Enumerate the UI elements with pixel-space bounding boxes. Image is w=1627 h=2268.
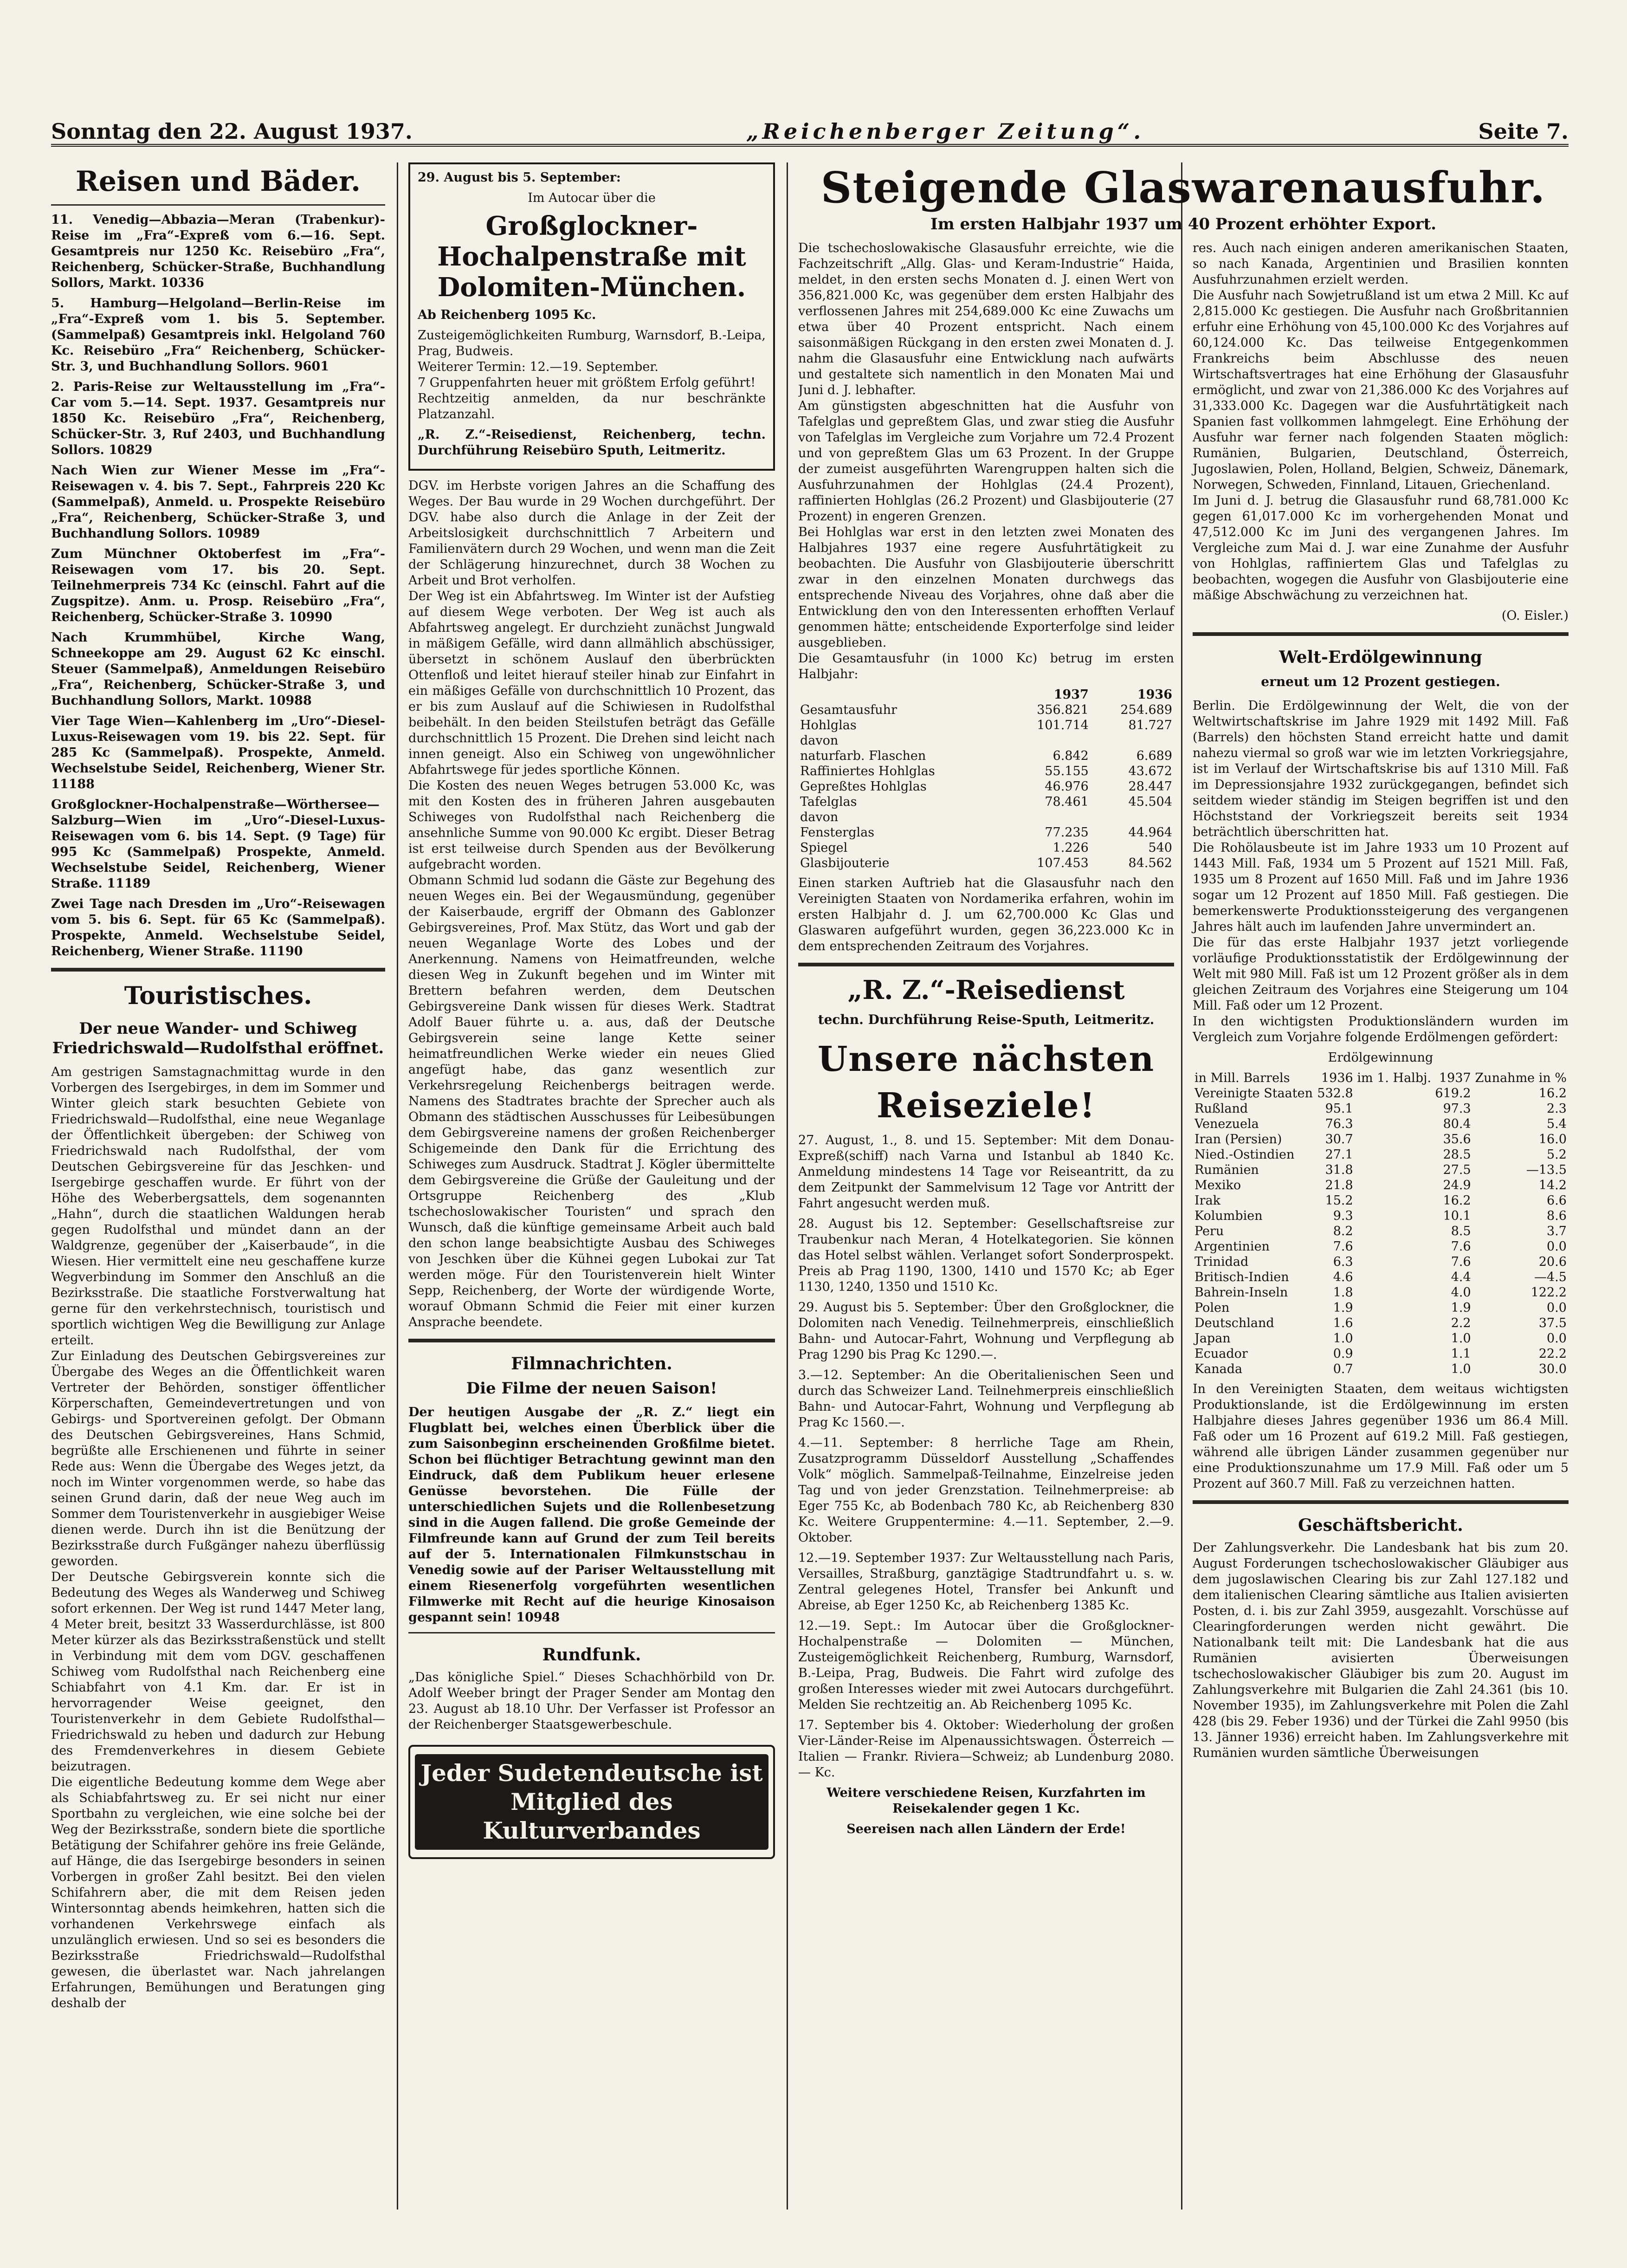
table-cell: 0.9: [1333, 1347, 1353, 1361]
table-cell: davon: [800, 810, 839, 824]
table-cell: 6.842: [1052, 749, 1089, 763]
table-row: [1193, 1193, 1569, 1208]
table-row: [1193, 1208, 1569, 1224]
table-cell: Kolumbien: [1194, 1209, 1263, 1223]
glass-author: (O. Eisler.): [1501, 609, 1569, 623]
ad-footer: „R. Z.“-Reisedienst, Reichenberg, techn. Durchführung Reisebüro Sputh, Leitmeritz.: [418, 428, 766, 458]
table-cell: 10.1: [1443, 1209, 1471, 1223]
column-rule: [397, 162, 398, 2210]
table-cell: 4.0: [1451, 1285, 1471, 1300]
rz-footer-2: Seereisen nach allen Ländern der Erde!: [846, 1822, 1126, 1836]
table-cell: 78.461: [1045, 795, 1089, 809]
rz-trip-item: 17. September bis 4. Oktober: Wiederholung der großen Vier-Länder-Reise im Alpenaussichtswagen. Österreich — Italien — Frankr. Riviera—Schweiz; ab Lundenburg 2080.— Kc.: [798, 1718, 1174, 1780]
table-cell: Peru: [1194, 1224, 1224, 1238]
travel-ad: Zwei Tage nach Dresden im „Uro“-Reisewagen vom 5. bis 6. Sept. für 65 Kc (Sammelpaß). Prospekte, Anmeld. Wechselstube Seidel, Reichenberg, Wiener Straße. 11190: [51, 897, 385, 959]
table-row: [798, 825, 1174, 840]
column-4: [1193, 240, 1569, 1842]
oil-table-caption: Erdölgewinnung: [1328, 1050, 1433, 1065]
table-cell: 7.6: [1333, 1239, 1353, 1254]
spacer-cell: [1355, 1162, 1433, 1178]
oil-text-2: In den Vereinigten Staaten, dem weitaus wichtigsten Produktionslande, ist die Erdölgewinnung im ersten Halbjahre dieses Jahres gegenüber 1936 um 86.4 Mill. Faß oder um 16 Prozent auf 619.2 Mill. Faß gestiegen, während alle übrigen Länder zusammen gegenüber nur eine Produktionszunahme um 17.9 Mill. Faß oder um 5 Prozent auf 360.7 Mill. Faß zu verzeichnen hatten.: [1193, 1382, 1569, 1491]
table-row: [1193, 1361, 1569, 1377]
table-cell: Mexiko: [1194, 1178, 1241, 1192]
tourist-subheading: Der neue Wander- und Schiweg Friedrichswald—Rudolfsthal eröffnet.: [52, 1019, 384, 1057]
radio-text: „Das königliche Spiel.“ Dieses Schachhörbild von Dr. Adolf Weeber bringt der Prager Sender am Montag den 23. August ab 18.10 Uhr. Der Verfasser ist Professor an der Reichenberger Staatsgewerbeschule.: [408, 1670, 775, 1732]
table-cell: 1.6: [1333, 1316, 1353, 1330]
table-cell: Argentinien: [1194, 1239, 1270, 1254]
rz-title: „R. Z.“-Reisedienst: [847, 975, 1125, 1005]
table-cell: 532.8: [1317, 1086, 1353, 1101]
newspaper-page: [51, 107, 1569, 2237]
table-cell: 35.6: [1443, 1132, 1471, 1147]
rz-trip-item: 12.—19. Sept.: Im Autocar über die Großglockner-Hochalpenstraße — Dolomiten — München, Zusteigemöglichkeit Reichenberg, Rumburg, Warnsdorf, B.-Leipa, Prag, Budweis. Die Fahrt wird zufolge des großen Interesses wieder mit zwei Autocars durchgeführt. Melden Sie rechtzeitig an. Ab Reichenberg 1095 Kc.: [798, 1619, 1174, 1712]
table-cell: 44.964: [1128, 825, 1172, 840]
spacer-cell: [1355, 1101, 1433, 1116]
table-cell: [1091, 733, 1174, 748]
table-cell: 30.7: [1325, 1132, 1353, 1147]
table-row: [1193, 1224, 1569, 1239]
divider: [1193, 1500, 1569, 1504]
table-cell: 5.4: [1547, 1117, 1567, 1131]
table-row: [798, 733, 1174, 748]
oil-text: Berlin. Die Erdölgewinnung der Welt, die von der Weltwirtschaftskrise im Jahre 1929 mit 1492 Mill. Faß (Barrels) den höchsten Stand erreicht hatte und damit nahezu viermal so groß war wie im letzten Vorkriegsjahre, ist im Verlauf der Wirtschaftskrise bis auf 1310 Mill. Faß im Depressionsjahre 1932 zurückgegangen, befindet sich seitdem wieder ständig im Steigen begriffen ist und den Höchststand der Vorkriegszeit bereits seit 1934 beträchtlich überschritten hat. Die Rohölausbeute ist im Jahre 1933 um 10 Prozent auf 1443 Mill. Faß, 1934 um 5 Prozent auf 1521 Mill. Faß, 1935 um 8 Prozent auf 1650 Mill. Faß und im Jahre 1936 sogar um 12 Prozent auf 1850 Mill. Faß gestiegen. Die bemerkenswerte Produktionssteigerung des vergangenen Jahres hält auch im laufenden Jahre unvermindert an. Die für das erste Halbjahr 1937 jetzt vorliegende vorläufige Produktionsstatistik der Erdölgewinnung der Welt mit 980 Mill. Faß ist um 12 Prozent größer als in dem gleichen Zeitraum des Vorjahres eine Steigerung um 104 Mill. Faß oder um 12 Prozent. In den wichtigsten Produktionsländern wurden im Vergleich zum Vorjahre folgende Erdölmengen gefördert:: [1193, 699, 1569, 1044]
glass-subheadline: Im ersten Halbjahr 1937 um 40 Prozent erhöhter Export.: [930, 215, 1437, 233]
oil-head-1936: 1936: [1321, 1071, 1353, 1085]
glass-table-header: 1937: [1053, 687, 1089, 702]
table-cell: [1007, 810, 1091, 825]
table-row: [798, 702, 1174, 718]
table-cell: 107.453: [1037, 856, 1089, 870]
travel-ad: Nach Krummhübel, Kirche Wang, Schneekoppe am 29. August 62 Kc einschl. Steuer (Sammelpaß), Anmeldungen Reisebüro „Fra“, Reichenberg, Schücker-Straße 3, und Buchhandlung Sollors, Markt. 10988: [51, 630, 385, 708]
rz-trip-item: 27. August, 1., 8. und 15. September: Mit dem Donau-Expreß(schiff) nach Varna und Istanbul ab 1840 Kc. Anmeldung mindestens 14 Tage vor Reiseantritt, da zu dem Zeitpunkt der Sammelvisum 12 Tage vor Antritt der Fahrt angesucht werden muß.: [798, 1133, 1174, 1211]
table-cell: 0.0: [1547, 1331, 1567, 1346]
table-row: [798, 855, 1174, 871]
tourist-heading: Touristisches.: [124, 982, 312, 1010]
table-cell: 81.727: [1128, 718, 1172, 732]
table-cell: 77.235: [1045, 825, 1089, 840]
rz-subtitle: techn. Durchführung Reise-Sputh, Leitmeritz.: [818, 1012, 1155, 1027]
table-cell: Bahrein-Inseln: [1194, 1285, 1288, 1300]
table-cell: 0.0: [1547, 1239, 1567, 1254]
table-cell: [1091, 810, 1174, 825]
table-cell: Polen: [1194, 1301, 1230, 1315]
table-row: [1193, 1331, 1569, 1346]
table-cell: 101.714: [1037, 718, 1089, 732]
header-date: Sonntag den 22. August 1937.: [51, 119, 413, 144]
kulturverband-banner: [408, 1745, 775, 1859]
table-cell: Venezuela: [1194, 1117, 1259, 1131]
table-cell: 540: [1148, 841, 1172, 855]
table-row: [798, 810, 1174, 825]
table-row: [1193, 1162, 1569, 1178]
table-cell: 122.2: [1530, 1285, 1567, 1300]
table-cell: 1.8: [1333, 1285, 1353, 1300]
table-cell: 45.504: [1128, 795, 1172, 809]
oil-head-change: Zunahme in %: [1475, 1071, 1567, 1085]
table-cell: 30.0: [1538, 1362, 1567, 1376]
table-cell: Raffiniertes Hohlglas: [800, 764, 935, 778]
travel-ad: Nach Wien zur Wiener Messe im „Fra“-Reisewagen v. 4. bis 7. Sept., Fahrpreis 220 Kc (Sammelpaß), Anmeld. u. Prospekte Reisebüro „Fra“, Reichenberg, Schücker-Straße 3, und Buchhandlung Sollors. 10989: [51, 463, 385, 541]
glass-export-table: [798, 687, 1174, 871]
rz-trip-item: 3.—12. September: An die Oberitalienischen Seen und durch das Schweizer Land. Teilnehmerpreis einschließlich Bahn- und Autocar-Fahrt, Wohnung und Verpflegung ab Prag Kc 1560.—.: [798, 1368, 1174, 1430]
table-cell: 2.3: [1547, 1102, 1567, 1116]
table-cell: 97.3: [1443, 1102, 1471, 1116]
table-cell: 37.5: [1538, 1316, 1567, 1330]
table-cell: 1.9: [1451, 1301, 1471, 1315]
table-row: [798, 718, 1174, 733]
ad-price: Ab Reichenberg 1095 Kc.: [418, 308, 596, 322]
table-cell: Irak: [1194, 1193, 1221, 1208]
table-cell: 356.821: [1037, 703, 1089, 717]
table-cell: 46.976: [1045, 779, 1089, 794]
travel-ad: Zum Münchner Oktoberfest im „Fra“-Reisewagen vom 17. bis 20. Sept. Teilnehmerpreis 734 Kc (einschl. Fahrt auf die Zugspitze). Anm. u. Prosp. Reisebüro „Fra“, Reichenberg, Schücker-Straße 3. 10990: [51, 547, 385, 624]
ad-title: Großglockner-Hochalpenstraße mit Dolomiten-München.: [437, 211, 746, 303]
divider: [408, 1632, 775, 1633]
table-row: [1193, 1178, 1569, 1193]
table-cell: Britisch-Indien: [1194, 1270, 1289, 1284]
tourist-article-continued: DGV. im Herbste vorigen Jahres an die Schaffung des Weges. Der Bau wurde in 29 Wochen durchgeführt. Der DGV. habe also durch die Anlage in der Zeit der Arbeitslosigkeit durchschnittlich 7 Arbeitern und Familienvätern durch 29 Wochen, und wenn man die Zeit der Schlägerung hinzurechnet, durch 38 Wochen zu Arbeit und Brot verholfen. Der Weg ist ein Abfahrtsweg. Im Winter ist der Aufstieg auf diesem Wege verboten. Der Weg ist auch als Abfahrtsweg angelegt. Er durchzieht zunächst Jungwald in mäßigem Gefälle, wird dann allmählich abschüssiger, übersetzt in schönem Auslauf den überbrückten Ottenfloß und leitet hierauf steiler hinab zur Einfahrt in ein mäßiges Gefälle von durchschnittlich 10 Prozent, das er bis zum Auslauf auf die Schiwiesen in Rudolfsthal beibehält. In den beiden Steilstufen beträgt das Gefälle durchschnittlich 15 Prozent. Die Drehen sind leicht nach innen geneigt. Also ein Schiweg von ungewöhnlicher Abfahrtswege für jedes sportliche Können. Die Kosten des neuen Weges betrugen 53.000 Kc, was mit den Kosten des in früheren Jahren ausgebauten Schiweges von Rudolfsthal nach Reichenberg die ansehnliche Summe von 90.000 Kc ergibt. Dieser Betrag ist erst teilweise durch Spenden aus der Bevölkerung aufgebracht worden. Obmann Schmid lud sodann die Gäste zur Begehung des neuen Weges ein. Bei der Wegausmündung, gegenüber der Kaiserbaude, ergriff der Obmann des Gablonzer Gebirgsvereines, Prof. Max Stütz, das Wort und gab der neuen Weganlage Worte des Lobes und der Anerkennung. Namens von Heimatfreunden, welche diesen Weg in Zukunft begehen und im Winter mit Brettern befahren werden, dem Deutschen Gebirgsvereine Dank wissen für dieses Werk. Stadtrat Adolf Bauer führte u. a. aus, daß der Deutsche Gebirgsverein seine lange Kette seiner heimatfreundlichen Werke wieder ein neues Glied angefügt habe, das ganz wesentlich zur Verkehrsregelung Reichenbergs beitragen werde. Namens des Stadtrates brachte der Sprecher auch als Obmann des städtischen Ausschusses für Leibesübungen dem Gebirgsvereine namens der großen Reichenberger Schigemeinde den Dank für die Errichtung des Schiweges zum Ausdruck. Stadtrat J. Kögler übermittelte dem Gebirgsvereine die Grüße der Gauleitung und der Ortsgruppe Reichenberg des „Klub tschechoslowakischer Touristen“ und sprach den Wunsch, daß die künftige gemeinsame Arbeit auch bald den schon lange beabsichtigte Ausbau des Schiweges von Jeschken über die Kühnei gegen Lubokai zur Tat werden möge. Für den Touristenverein hielt Winter Sepp, Reichenberg, der Worte der würdigende Worte, worauf Obmann Schmid die Feier mit einer kurzen Ansprache beendete.: [408, 479, 775, 1329]
travel-ad: Vier Tage Wien—Kahlenberg im „Uro“-Diesel-Luxus-Reisewagen vom 19. bis 22. Sept. für 285 Kc (Sammelpaß). Prospekte, Anmeld. Wechselstube Seidel, Reichenberg, Wiener Str. 11188: [51, 714, 385, 791]
glass-text-3: res. Auch nach einigen anderen amerikanischen Staaten, so nach Kanada, Argentinien und Brasilien konnten Ausfuhrzunahmen erzielt werden. Die Ausfuhr nach Sowjetrußland ist um etwa 2 Mill. Kc auf 2,815.000 Kc gestiegen. Die Ausfuhr nach Großbritannien erfuhr eine Erhöhung von 45,100.000 Kc des Vorjahres auf 60,124.000 Kc. Das teilweise Entgegenkommen Frankreichs beim Abschlusse des neuen Wirtschaftsvertrages hat eine Erhöhung der Glasausfuhr ermöglicht, und zwar von 21,386.000 Kc des Vorjahres auf 31,333.000 Kc. Dagegen war die Ausfuhrtätigkeit nach Spanien fast vollkommen lahmgelegt. Eine Erhöhung der Ausfuhr war ferner nach folgenden Staaten möglich: Rumänien, Bulgarien, Deutschland, Österreich, Jugoslawien, Polen, Holland, Belgien, Schweiz, Dänemark, Norwegen, Schweden, Finnland, Litauen, Griechenland. Im Juni d. J. betrug die Glasausfuhr rund 68,781.000 Kc gegen 61,017.000 Kc im vorhergehenden Monat und 47,512.000 Kc im Juni des vergangenen Jahres. Im Vergleiche zum Mai d. J. war eine Zunahme der Ausfuhr von Hohlglas, raffiniertem Glas und Tafelglas zu beobachten, wogegen die Ausfuhr von Glasbijouterie eine mäßige Abschwächung zu verzeichnen hat.: [1193, 241, 1569, 603]
spacer-cell: [1355, 1300, 1433, 1315]
rz-footer-1: Weitere verschiedene Reisen, Kurzfahrten im Reisekalender gegen 1 Kc.: [826, 1786, 1146, 1816]
table-cell: 16.2: [1443, 1193, 1471, 1208]
table-cell: 8.6: [1547, 1209, 1567, 1223]
table-cell: 1.1: [1451, 1347, 1471, 1361]
table-cell: Glasbijouterie: [800, 856, 890, 870]
oil-subheading: erneut um 12 Prozent gestiegen.: [1261, 674, 1500, 689]
divider: [51, 968, 385, 972]
table-cell: 1.0: [1451, 1362, 1471, 1376]
table-row: [1193, 1147, 1569, 1162]
table-cell: Ecuador: [1194, 1347, 1248, 1361]
table-cell: Deutschland: [1194, 1316, 1274, 1330]
oil-table: [1193, 1070, 1569, 1377]
table-cell: Trinidad: [1194, 1255, 1249, 1269]
oil-head-1937: 1937: [1439, 1071, 1471, 1085]
rz-trip-item: 4.—11. September: 8 herrliche Tage am Rhein, Zusatzprogramm Düsseldorf Ausstellung „Schaffendes Volk“ möglich. Sammelpaß-Teilnahme, Einzelreise jeden Tag und von jeder Grenzstation. Teilnehmerpreise: ab Eger 755 Kc, ab Bodenbach 780 Kc, ab Reichenberg 830 Kc. Weitere Gruppentermine: 4.—11. September, 2.—9. Oktober.: [798, 1436, 1174, 1545]
travel-heading: Reisen und Bäder.: [75, 165, 361, 198]
table-cell: 1.9: [1333, 1301, 1353, 1315]
table-cell: —13.5: [1526, 1163, 1567, 1177]
spacer-cell: [1355, 1346, 1433, 1361]
table-cell: 1.0: [1333, 1331, 1353, 1346]
glass-export-section: [798, 162, 1569, 2210]
table-cell: Vereinigte Staaten: [1194, 1086, 1313, 1101]
rz-big-title: Unsere nächsten Reiseziele!: [817, 1039, 1155, 1126]
table-cell: Gesamtausfuhr: [800, 703, 897, 717]
table-cell: 619.2: [1435, 1086, 1471, 1101]
table-cell: 7.6: [1451, 1239, 1471, 1254]
table-cell: 55.155: [1045, 764, 1089, 778]
table-row: [1193, 1285, 1569, 1300]
table-cell: 9.3: [1333, 1209, 1353, 1223]
glass-table-header: [798, 687, 1007, 702]
rz-trip-item: 28. August bis 12. September: Gesellschaftsreise zur Traubenkur nach Meran, 4 Hotelkategorien. Sie können das Hotel selbst wählen. Verlanget sofort Sonderprospekt. Preis ab Prag 1190, 1300, 1410 und 1570 Kc; ab Eger 1130, 1240, 1350 und 1510 Kc.: [798, 1217, 1174, 1294]
rz-trip-item: 12.—19. September 1937: Zur Weltausstellung nach Paris, Versailles, Straßburg, ganztägige Stadtrundfahrt u. s. w. Zentral gelegenes Hotel, Transfer bei Ankunft und Abreise, ab Eger 1250 Kc, ab Reichenberg 1385 Kc.: [798, 1551, 1174, 1613]
table-cell: 2.2: [1451, 1316, 1471, 1330]
table-cell: 15.2: [1325, 1193, 1353, 1208]
divider: [408, 1339, 775, 1342]
travel-ads: [51, 212, 385, 959]
tour-advertisement: [408, 162, 775, 471]
table-row: [1193, 1346, 1569, 1361]
table-cell: 0.7: [1333, 1362, 1353, 1376]
spacer-cell: [1355, 1285, 1433, 1300]
table-cell: 27.1: [1325, 1147, 1353, 1162]
banner-text: Jeder Sudetendeutsche ist Mitglied des Kulturverbandes: [415, 1754, 768, 1850]
spacer-cell: [1355, 1086, 1433, 1101]
table-row: [1193, 1270, 1569, 1285]
header-page: Seite 7.: [1478, 119, 1569, 144]
business-heading: Geschäftsbericht.: [1298, 1516, 1463, 1535]
travel-ad: 11. Venedig—Abbazia—Meran (Trabenkur)-Reise im „Fra“-Expreß vom 6.—16. Sept. Gesamtpreis nur 1250 Kc. Reisebüro „Fra“, Reichenberg, Schücker-Straße, Buchhandlung Sollors, Markt. 10336: [51, 213, 385, 290]
table-cell: 0.0: [1547, 1301, 1567, 1315]
table-cell: 95.1: [1325, 1102, 1353, 1116]
tourist-article: Am gestrigen Samstagnachmittag wurde in den Vorbergen des Isergebirges, in dem im Sommer und Winter gleich stark besuchten Gebiete von Friedrichswald—Rudolfsthal, eine neue Weganlage der Öffentlichkeit übergeben: der Schiweg von Friedrichswald nach Rudolfsthal, der vom Deutschen Gebirgsvereine für das Jeschken- und Isergebirge geschaffen wurde. Er führt von der Höhe des Weberbergsattels, dem sogenannten „Hahn“, durch die staatlichen Waldungen herab gegen Rudolfsthal und mündet dann an der Waldgrenze, gegenüber der „Kaiserbaude“, in die Wiesen. Hier vermittelt eine neu geschaffene kurze Wegverbindung im Sommer den Anschluß an die Bezirksstraße. Die staatliche Forstverwaltung hat gerne für den verkehrstechnisch, touristisch und sportlich wichtigen Weg die Bewilligung zur Anlage erteilt. Zur Einladung des Deutschen Gebirgsvereines zur Übergabe des Weges an die Öffentlichkeit waren Vertreter der Behörden, sonstiger öffentlicher Körperschaften, Gemeindevertretungen und von Gebirgs- und Sportvereinen gefolgt. Der Obmann des Deutschen Gebirgsvereines, Hans Schmid, begrüßte alle Erschienenen und führte in seiner Rede aus: Wenn die Übergabe des Weges jetzt, da noch im Winter vorgenommen werde, so habe das seinen Grund darin, daß der neue Weg auch im Sommer dem Touristenverkehr in ausgiebiger Weise dienen werde. Durch ihn ist die Benützung der Bezirksstraße durch Fußgänger nahezu überflüssig geworden. Der Deutsche Gebirgsverein konnte sich die Bedeutung des Weges als Wanderweg und Schiweg sofort erkennen. Der Weg ist rund 1447 Meter lang, 4 Meter breit, besitzt 33 Wasserdurchlässe, ist 800 Meter kürzer als das Bezirksstraßenstück und stellt in Verbindung mit dem vom DGV. geschaffenen Schiweg vom Rudolfsthal nach Reichenberg eine Schiabfahrt von 4.1 Km. dar. Er ist in hervorragender Weise geeignet, den Touristenverkehr in dem Gebiete Rudolfsthal—Friedrichswald zu heben und dadurch zur Hebung des Fremdenverkehres in diesem Gebiete beizutragen. Die eigentliche Bedeutung komme dem Wege aber als Schiabfahrtsweg zu. Er sei nicht nur einer Sportbahn zu vergleichen, wie eine solche bei der Weg der Bezirksstraße, sondern biete die sportliche Betätigung der Schifahrer gehöre ins freie Gelände, auf Hänge, die das Isergebirge besonders in seinen Vorbergen in großer Zahl besitzt. Bei den vielen Schifahrern aber, die mit dem Reisen jeden Wintersonntag abends heimkehren, hatten sich die vorhandenen Verkehrswege einfach als unzulänglich erwiesen. Und so sei es besonders die Bezirksstraße Friedrichswald—Rudolfsthal gewesen, die überlastet war. Nach jahrelangen Erfahrungen, Bemühungen und Beratungen ging deshalb der: [51, 1065, 385, 2010]
table-cell: Fensterglas: [800, 825, 875, 840]
table-cell: Hohlglas: [800, 718, 857, 732]
table-cell: Tafelglas: [800, 795, 857, 809]
spacer-cell: [1355, 1331, 1433, 1346]
table-cell: Spiegel: [800, 841, 848, 855]
oil-head-mid: im 1. Halbj.: [1357, 1071, 1432, 1085]
spacer-cell: [1355, 1193, 1433, 1208]
table-row: [1193, 1116, 1569, 1132]
table-cell: 14.2: [1538, 1178, 1567, 1192]
table-cell: 28.447: [1128, 779, 1172, 794]
spacer-cell: [1355, 1361, 1433, 1377]
table-cell: 7.6: [1451, 1255, 1471, 1269]
spacer-cell: [1355, 1315, 1433, 1331]
table-row: [1193, 1101, 1569, 1116]
table-cell: 4.6: [1333, 1270, 1353, 1284]
rz-trip-item: 29. August bis 5. September: Über den Großglockner, die Dolomiten nach Venedig. Teilnehmerpreis, einschließlich Bahn- und Autocar-Fahrt, Wohnung und Verpflegung ab Prag 1290 bis Prag Kc 1290.—.: [798, 1300, 1174, 1362]
table-cell: naturfarb. Flaschen: [800, 749, 926, 763]
table-cell: 254.689: [1120, 703, 1172, 717]
table-cell: 22.2: [1538, 1347, 1567, 1361]
spacer-cell: [1355, 1147, 1433, 1162]
business-text: Der Zahlungsverkehr. Die Landesbank hat bis zum 20. August Forderungen tschechoslowakischer Gläubiger aus dem jugoslawischen Clearing bis zur Zahl 127.182 und dem italienischen Clearing sämtliche aus Italien avisierten Posten, d. i. bis zur Zahl 3959, ausgezahlt. Vorschüsse auf Clearingforderungen werden nicht gewährt. Die Nationalbank teilt mit: Die Landesbank hat die aus Rumänien avisierten Überweisungen tschechoslowakischer Gläubiger bis zum 20. August im Zahlungsverkehre mit Bulgarien die Zahl 24.361 (bis 10. November 1935), im Zahlungsverkehre mit Polen die Zahl 428 (bis 29. Feber 1936) und der Türkei die Zahl 9950 (bis 13. Jänner 1936) erreicht haben. Im Zahlungsverkehre mit Rumänien wurden sämtliche Überweisungen: [1193, 1541, 1569, 1760]
spacer-cell: [1355, 1132, 1433, 1147]
table-cell: davon: [800, 733, 839, 748]
rz-trip-list: [798, 1133, 1174, 1781]
table-cell: 27.5: [1443, 1163, 1471, 1177]
table-cell: 4.4: [1451, 1270, 1471, 1284]
table-cell: —4.5: [1534, 1270, 1567, 1284]
table-cell: [1007, 733, 1091, 748]
table-cell: 16.0: [1538, 1132, 1567, 1147]
table-row: [798, 748, 1174, 764]
glass-table-header: 1936: [1137, 687, 1172, 702]
table-cell: 6.6: [1547, 1193, 1567, 1208]
table-cell: 8.5: [1451, 1224, 1471, 1238]
spacer-cell: [1355, 1224, 1433, 1239]
table-row: [798, 840, 1174, 855]
table-cell: 84.562: [1128, 856, 1172, 870]
spacer-cell: [1355, 1254, 1433, 1270]
table-cell: Gepreßtes Hohlglas: [800, 779, 927, 794]
glass-headline: Steigende Glaswarenausfuhr.: [820, 162, 1546, 213]
spacer-cell: [1355, 1208, 1433, 1224]
table-cell: 20.6: [1538, 1255, 1567, 1269]
table-cell: 1.0: [1451, 1331, 1471, 1346]
divider: [798, 963, 1174, 966]
spacer-cell: [1355, 1239, 1433, 1254]
ad-text: Zusteigemöglichkeiten Rumburg, Warnsdorf, B.-Leipa, Prag, Budweis. Weiterer Termin: 12.—19. September. 7 Gruppenfahrten heuer mit größtem Erfolg geführt! Rechtzeitig anmelden, da nur beschränkte Platzanzahl.: [418, 328, 766, 421]
travel-ad: 5. Hamburg—Helgoland—Berlin-Reise im „Fra“-Expreß vom 1. bis 5. September. (Sammelpaß) Gesamtpreis inkl. Helgoland 760 Kc. Reisebüro „Fra“ Reichenberg, Schücker-Str. 3, und Buchhandlung Sollors. 9601: [51, 296, 385, 374]
table-cell: Nied.-Ostindien: [1194, 1147, 1295, 1162]
glass-text-2: Einen starken Auftrieb hat die Glasausfuhr nach den Vereinigten Staaten von Nordamerika erfahren, wohin im ersten Halbjahr d. J. um 62,700.000 Kc Glas und Glaswaren aufgeführt wurden, gegen 36,223.000 Kc in dem entsprechenden Zeitraum des Vorjahres.: [798, 876, 1174, 953]
table-cell: 80.4: [1443, 1117, 1471, 1131]
table-row: [1193, 1300, 1569, 1315]
table-cell: Kanada: [1194, 1362, 1243, 1376]
table-row: [798, 764, 1174, 779]
film-heading: Filmnachrichten.: [511, 1354, 672, 1374]
table-cell: 1.226: [1052, 841, 1089, 855]
column-rule: [787, 162, 788, 2210]
column-1: [51, 162, 385, 2210]
table-cell: Iran (Persien): [1194, 1132, 1282, 1147]
spacer-cell: [1355, 1116, 1433, 1132]
table-row: [798, 779, 1174, 794]
radio-heading: Rundfunk.: [542, 1645, 641, 1665]
table-row: [1193, 1315, 1569, 1331]
divider: [51, 204, 385, 206]
column-2: [408, 162, 775, 2210]
ad-sub: Im Autocar über die: [528, 191, 656, 205]
table-cell: 43.672: [1128, 764, 1172, 778]
table-cell: 6.689: [1136, 749, 1172, 763]
film-text: Der heutigen Ausgabe der „R. Z.“ liegt ein Flugblatt bei, welches einen Überblick über die zum Saisonbeginn erscheinenden Großfilme bietet. Schon bei flüchtiger Betrachtung gewinnt man den Eindruck, daß dem Publikum heuer erlesene Genüsse bevorstehen. Die Fülle der unterschiedlichen Sujets und die Rollenbesetzung sind in die Augen fallend. Die große Gemeinde der Filmfreunde kann auf Grund der zum Teil bereits auf der 5. Internationalen Filmkunstschau in Venedig sowie auf der Pariser Weltausstellung mit einem Riesenerfolg vorgeführten wesentlichen Filmwerke mit Recht auf die heurige Kinosaison gespannt sein! 10948: [408, 1405, 775, 1625]
glass-text-1: Die tschechoslowakische Glasausfuhr erreichte, wie die Fachzeitschrift „Allg. Glas- und Keram-Industrie“ Haida, meldet, in den ersten sechs Monaten d. J. einen Wert von 356,821.000 Kc, was gegenüber dem ersten Halbjahr des verflossenen Jahres mit 254,689.000 Kc eine Zuwachs um etwa über 40 Prozent entspricht. Nach einem saisonmäßigen Rückgang in den ersten zwei Monaten d. J. nahm die Glasausfuhr eine Entwicklung nach aufwärts und gestaltete sich namentlich in den Monaten Mai und Juni d. J. lebhafter. Am günstigsten abgeschnitten hat die Ausfuhr von Tafelglas und gepreßtem Glas, und zwar stieg die Ausfuhr von Tafelglas im Vergleiche zum Vorjahre um 72.4 Prozent und von gepreßtem Glas um 63 Prozent. In der Gruppe der zumeist ausgeführten Warengruppen halten sich die Ausfuhrzunahmen der Hohlglas (24.4 Prozent), raffinierten Hohlglas (26.2 Prozent) und Glasbijouterie (27 Prozent) in engeren Grenzen. Bei Hohlglas war erst in den letzten zwei Monaten des Halbjahres 1937 eine regere Ausfuhrtätigkeit zu beobachten. Die Ausfuhr von Glasbijouterie überschritt zwar in den einzelnen Monaten durchwegs das entsprechende Niveau des Vorjahres, ohne daß aber die Entwicklung den von den Interessenten erhofften Verlauf genommen hätte; entscheidende Exporterfolge sind leider ausgeblieben. Die Gesamtausfuhr (in 1000 Kc) betrug im ersten Halbjahr:: [798, 241, 1174, 681]
table-cell: 24.9: [1443, 1178, 1471, 1192]
travel-ad: Großglockner-Hochalpenstraße—Wörthersee—Salzburg—Wien im „Uro“-Diesel-Luxus-Reisewagen vom 6. bis 14. Sept. (9 Tage) für 995 Kc (Sammelpaß) Prospekte, Anmeld. Wechselstube Seidel, Reichenberg, Wiener Straße. 11189: [51, 797, 385, 891]
table-cell: 16.2: [1538, 1086, 1567, 1101]
table-row: [798, 794, 1174, 810]
column-3: [798, 240, 1174, 1842]
table-cell: 76.3: [1325, 1117, 1353, 1131]
table-cell: 31.8: [1325, 1163, 1353, 1177]
table-cell: 3.7: [1547, 1224, 1567, 1238]
table-cell: 8.2: [1333, 1224, 1353, 1238]
table-cell: Rußland: [1194, 1102, 1248, 1116]
spacer-cell: [1355, 1270, 1433, 1285]
travel-ad: 2. Paris-Reise zur Weltausstellung im „Fra“-Car vom 5.—14. Sept. 1937. Gesamtpreis nur 1850 Kc. Reisebüro „Fra“, Reichenberg, Schücker-Str. 3, Ruf 2403, und Buchhandlung Sollors. 10829: [51, 380, 385, 457]
table-row: [1193, 1086, 1569, 1101]
table-cell: Japan: [1194, 1331, 1231, 1346]
spacer-cell: [1355, 1178, 1433, 1193]
table-cell: 21.8: [1325, 1178, 1353, 1192]
table-cell: 5.2: [1547, 1147, 1567, 1162]
page-header: [51, 107, 1569, 147]
film-subheading: Die Filme der neuen Saison!: [466, 1379, 717, 1398]
oil-head-label: in Mill. Barrels: [1194, 1071, 1290, 1085]
divider: [1193, 632, 1569, 636]
table-cell: 6.3: [1333, 1255, 1353, 1269]
table-cell: Rumänien: [1194, 1163, 1259, 1177]
ad-date: 29. August bis 5. September:: [418, 170, 621, 185]
table-row: [1193, 1239, 1569, 1254]
table-row: [1193, 1254, 1569, 1270]
table-row: [1193, 1132, 1569, 1147]
header-title: „Reichenberger Zeitung“.: [746, 119, 1145, 144]
oil-heading: Welt-Erdölgewinnung: [1279, 648, 1482, 667]
table-cell: 28.5: [1443, 1147, 1471, 1162]
